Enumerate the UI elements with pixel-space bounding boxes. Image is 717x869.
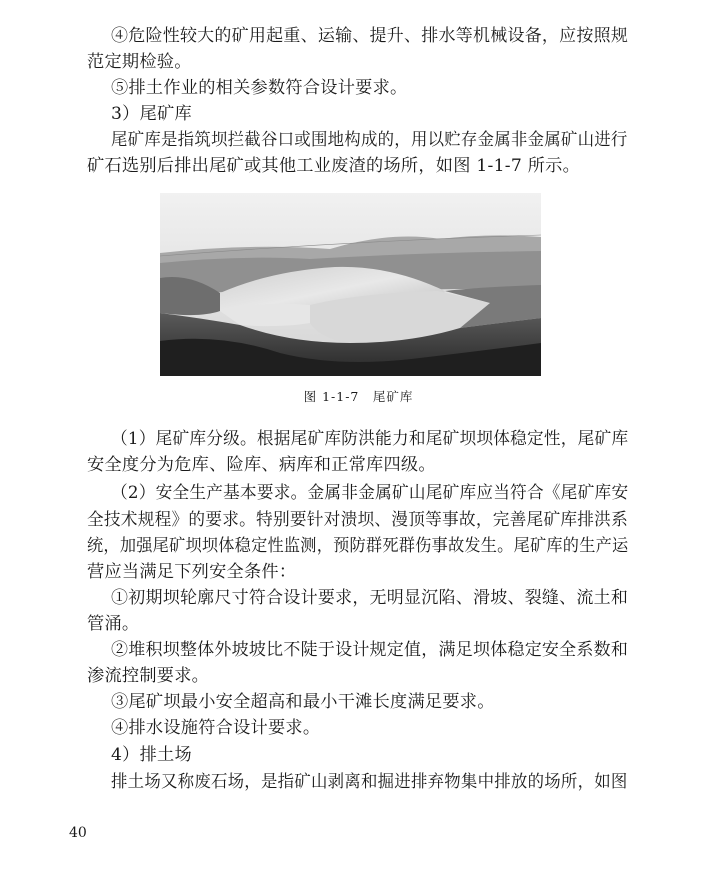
text-line: 排土场又称废石场，是指矿山剥离和掘进排弃物集中排放的场所，如图 [111,772,628,792]
text-line: ①初期坝轮廓尺寸符合设计要求，无明显沉陷、滑坡、裂缝、流土和 [111,588,629,608]
text-line: （1）尾矿库分级。根据尾矿库防洪能力和尾矿坝坝体稳定性，尾矿库 [111,429,629,449]
text-line: 范定期检验。 [87,52,192,72]
text-line: ④排水设施符合设计要求。 [111,718,321,738]
text-line: ③尾矿坝最小安全超高和最小干滩长度满足要求。 [111,692,495,712]
section-heading-tailings-pond: 3）尾矿库 [111,104,192,124]
text-line: ④危险性较大的矿用起重、运输、提升、排水等机械设备，应按照规 [111,26,629,46]
text-line: 统，加强尾矿坝坝体稳定性监测，预防群死群伤事故发生。尾矿库的生产运 [87,536,629,556]
text-line: 安全度分为危库、险库、病库和正常库四级。 [87,455,436,475]
text-line: 尾矿库是指筑坝拦截谷口或围地构成的，用以贮存金属非金属矿山进行 [111,130,628,150]
figure-caption: 图 1-1-7 尾矿库 [303,389,414,404]
tailings-pond-photo [160,193,541,376]
text-line: 矿石选别后排出尾矿或其他工业废渣的场所，如图 1-1-7 所示。 [87,156,581,176]
text-line: 渗流控制要求。 [87,666,210,686]
section-heading-waste-dump: 4）排土场 [111,745,192,765]
text-line: ⑤排土作业的相关参数符合设计要求。 [111,78,408,98]
page-number: 40 [69,825,87,841]
text-line: （2）安全生产基本要求。金属非金属矿山尾矿库应当符合《尾矿库安 [111,483,629,503]
text-line: 管涌。 [87,614,140,634]
text-line: 全技术规程》的要求。特别要针对溃坝、漫顶等事故，完善尾矿库排洪系 [87,510,628,530]
text-line: ②堆积坝整体外坡坡比不陡于设计规定值，满足坝体稳定安全系数和 [111,640,629,660]
text-line: 营应当满足下列安全条件： [87,562,297,582]
